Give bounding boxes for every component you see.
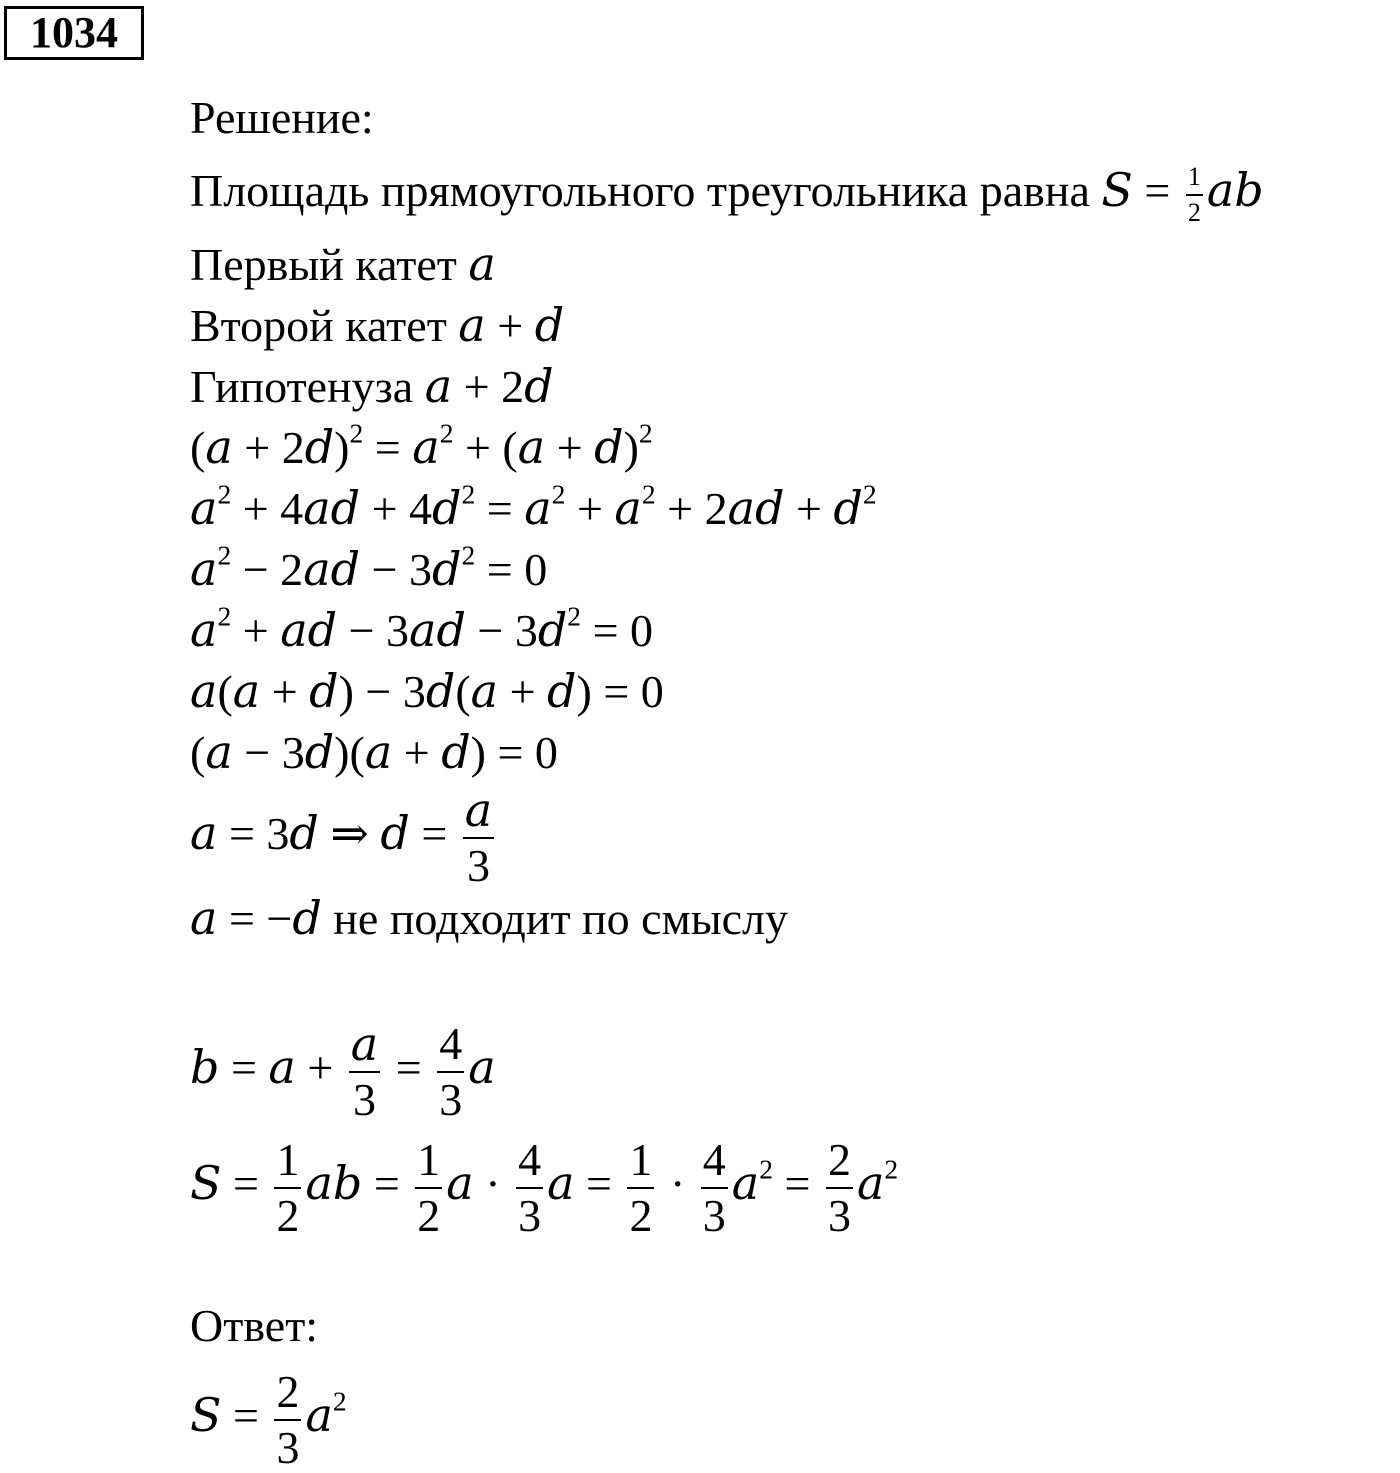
equation-6: (a − 3d)(a + d) = 0	[190, 725, 558, 779]
area-formula-line: Площадь прямоугольного треугольника равна S = $\frac{1}{2}$ ab	[190, 162, 1264, 228]
reject-line: a = −d не подходит по смыслу	[190, 891, 788, 945]
fraction: $\frac{4}{3}$	[702, 1134, 726, 1242]
equation-4: $a^2$ + ad − $3ad - 3d^2 = 0$	[190, 600, 654, 657]
problem-number: 1034	[4, 6, 144, 60]
equation-s: S = $\frac{1}{2}$ ab = $\frac{1}{2}$ a · $\frac{4}{3}$ a = $\frac{1}{2}$ · $\frac{4}{3}$ $a^2$ = $\frac{2}{3}$ $a^2$	[190, 1134, 899, 1242]
hyp-line: Гипотенуза a + 2d	[190, 359, 554, 413]
fraction: $\frac{a}{3}$	[350, 1017, 379, 1126]
area-text: Площадь прямоугольного треугольника равна	[190, 165, 1090, 216]
equation-5: a(a + d) − 3d(a + d) = 0	[190, 664, 664, 718]
equation-b: b = a + $\frac{a}{3}$ = $\frac{4}{3}$ a	[190, 1017, 496, 1126]
fraction: $\frac{2}{3}$	[276, 1366, 300, 1473]
solution-label: Решение:	[190, 92, 374, 143]
reject-text: не подходит по смыслу	[333, 893, 788, 944]
equation-3: $a^2 - 2ad - 3d^2 = 0$	[190, 539, 548, 596]
hyp-text: Гипотенуза	[190, 361, 414, 412]
answer-equation: S = $\frac{2}{3}$ $a^2$	[190, 1366, 347, 1473]
fraction: $\frac{a}{3}$	[464, 783, 493, 892]
fraction: $\frac{1}{2}$	[276, 1134, 300, 1242]
answer-label: Ответ:	[190, 1300, 319, 1351]
fraction: $\frac{4}{3}$	[518, 1134, 542, 1242]
equation-1: $(a + 2d)^2 = a^2 + (a + d)^2$	[190, 417, 653, 474]
leg1-line: Первый катет a	[190, 237, 496, 291]
leg2-text: Второй катет	[190, 300, 447, 351]
equation-2: $a^2 + 4ad + 4d^2 = a^2 + a^2 + 2ad + d^2$	[190, 478, 877, 535]
fraction: $\frac{4}{3}$	[439, 1018, 463, 1126]
equation-7: a = 3d ⇒ d = $\frac{a}{3}$	[190, 783, 493, 892]
fraction: $\frac{1}{2}$	[417, 1134, 441, 1242]
leg2-line: Второй катет a + d	[190, 298, 565, 352]
fraction: $\frac{1}{2}$	[629, 1134, 653, 1242]
fraction: $\frac{2}{3}$	[827, 1134, 851, 1242]
fraction: $\frac{1}{2}$	[1187, 162, 1201, 228]
leg1-text: Первый катет	[190, 239, 457, 290]
